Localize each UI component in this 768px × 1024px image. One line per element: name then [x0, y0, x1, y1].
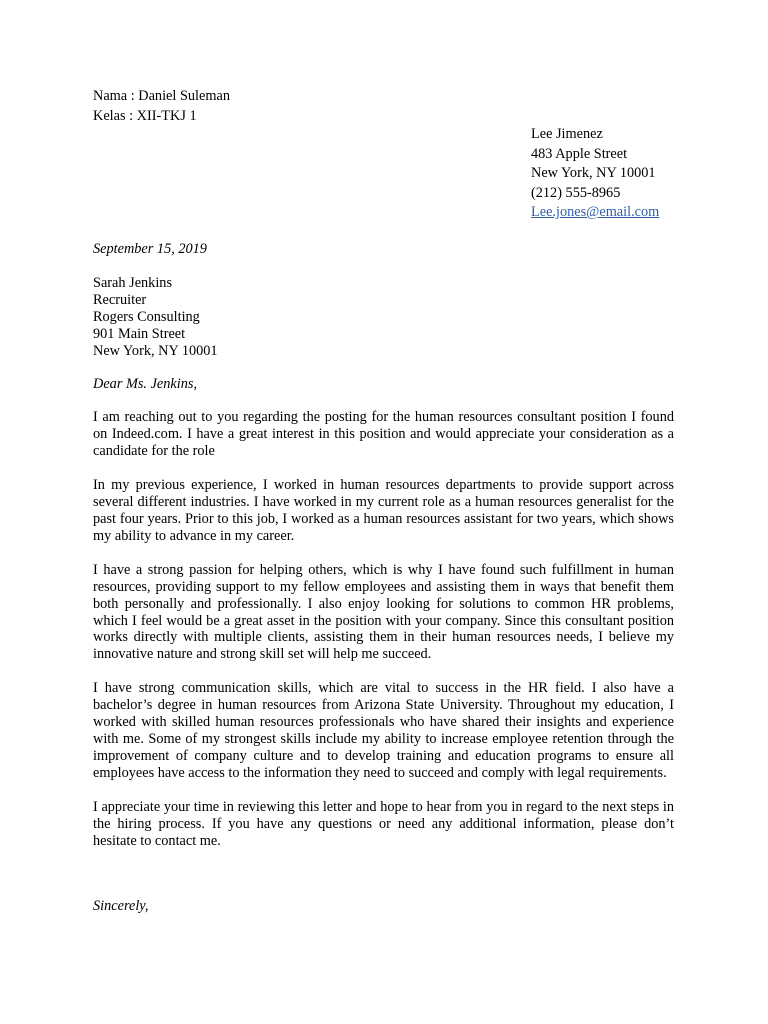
- recipient-title: Recruiter: [93, 292, 147, 308]
- recipient-address-block: [93, 275, 218, 360]
- salutation: Dear Ms. Jenkins,: [93, 376, 198, 392]
- student-class: Kelas : XII-TKJ 1: [93, 107, 197, 124]
- body-paragraph-4: I have strong communication skills, which are vital to success in the HR field. I also have a bachelor’s degree in human resources from Arizona State University. Throughout my education, I worked with skilled human resources professionals who have shared their insights and experience with me. Some of my strongest skills include my ability to increase employee retention through the improvement of company culture and to develop training and education programs to ensure all employees have access to the information they need to succeed and comply with legal requirements.: [93, 680, 674, 782]
- body-paragraph-3: I have a strong passion for helping others, which is why I have found such fulfillment in human resources, providing support to my fellow employees and assisting them in ways that benefit them both personally and professionally. I also enjoy looking for solutions to common HR problems, which I feel would be a great asset in the position with your company. Since this consultant position works directly with multiple clients, assisting them in their human resources needs, I believe my innovative nature and strong skill set will help me succeed.: [93, 561, 674, 663]
- student-name: Nama : Daniel Suleman: [93, 88, 230, 104]
- sender-city: New York, NY 10001: [531, 165, 656, 181]
- sender-email-link[interactable]: Lee.jones@email.com: [531, 204, 660, 220]
- sender-phone: (212) 555-8965: [531, 184, 621, 201]
- letter-body: [93, 409, 674, 867]
- body-paragraph-1: I am reaching out to you regarding the posting for the human resources consultant position I found on Indeed.com. I have a great interest in this position and would appreciate your consideration as a candidate for the role: [93, 409, 674, 459]
- sender-address-block: [531, 125, 659, 223]
- recipient-city: New York, NY 10001: [93, 343, 218, 359]
- recipient-street: 901 Main Street: [93, 326, 186, 342]
- sender-name: Lee Jimenez: [531, 126, 603, 142]
- letter-date: September 15, 2019: [93, 241, 207, 257]
- sender-street: 483 Apple Street: [531, 145, 628, 162]
- body-paragraph-5: I appreciate your time in reviewing this letter and hope to hear from you in regard to the next steps in the hiring process. If you have any questions or need any additional information, please don’t hesitate to contact me.: [93, 799, 674, 850]
- body-paragraph-2: In my previous experience, I worked in human resources departments to provide support across several different industries. I have worked in my current role as a human resources generalist for the past four years. Prior to this job, I worked as a human resources assistant for two years, which shows my ability to advance in my career.: [93, 476, 674, 544]
- closing: Sincerely,: [93, 898, 149, 914]
- student-info: [93, 87, 230, 126]
- recipient-company: Rogers Consulting: [93, 309, 200, 325]
- recipient-name: Sarah Jenkins: [93, 275, 173, 291]
